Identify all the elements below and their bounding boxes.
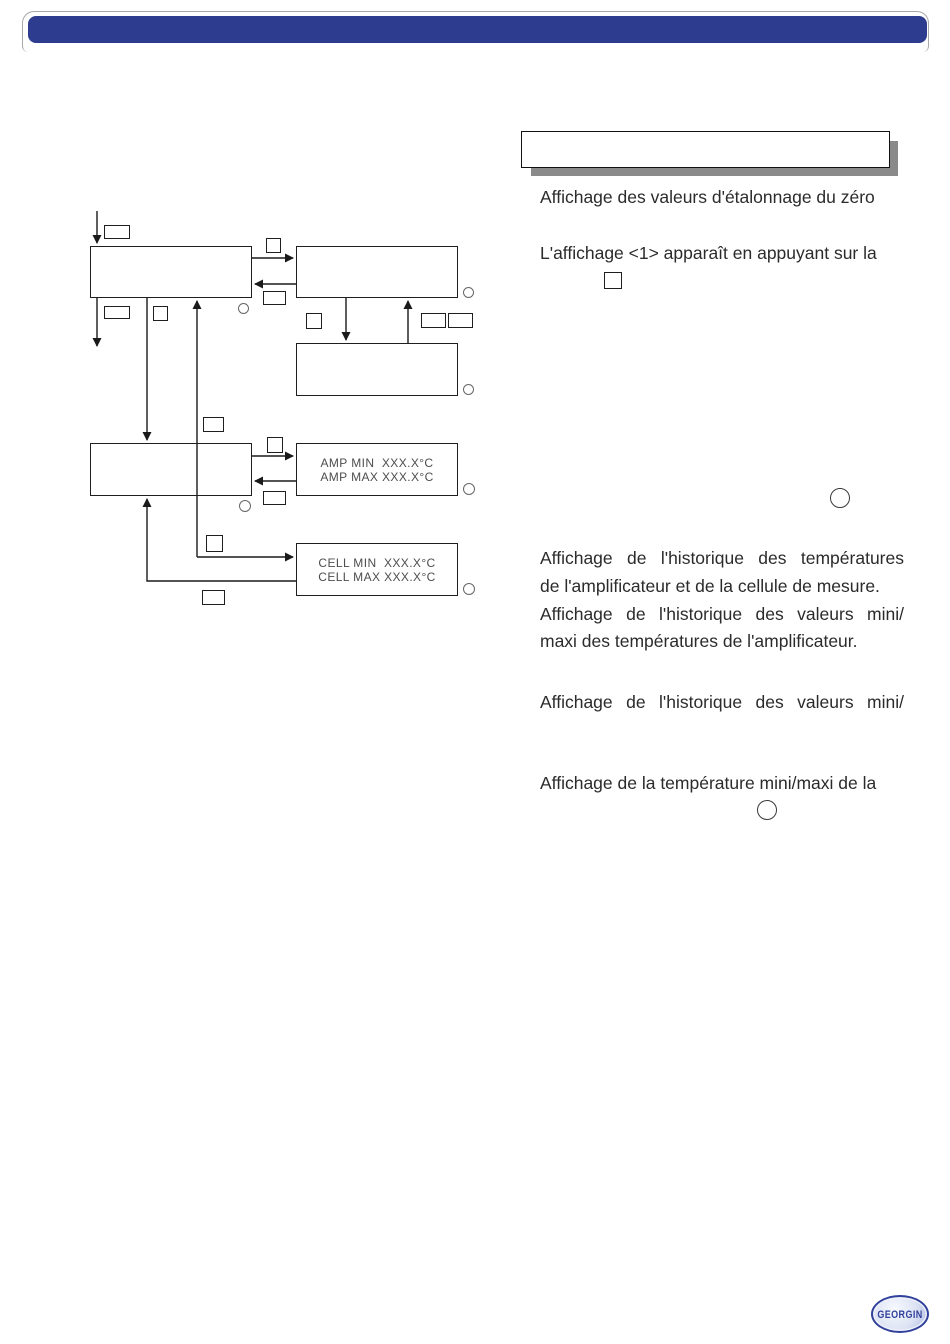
body-line: L'affichage <1> apparaît en appuyant sur la <box>540 243 877 263</box>
display-box-amp-temp <box>296 443 458 496</box>
key-box <box>104 225 130 239</box>
indicator-circle <box>463 483 475 495</box>
header-blue-bar <box>28 16 927 43</box>
led-circle <box>757 800 777 820</box>
indicator-circle <box>238 303 249 314</box>
key-box <box>267 437 283 453</box>
led-circle <box>830 488 850 508</box>
body-line: maxi des températures de l'amplificateur. <box>540 631 858 651</box>
cell-min-readout: CELL MIN XXX.X°C <box>318 555 436 570</box>
amp-min-readout: AMP MIN XXX.X°C <box>320 455 434 470</box>
indicator-circle <box>463 583 475 595</box>
body-line: Affichage de la température mini/maxi de la <box>540 773 877 793</box>
key-box <box>448 313 473 328</box>
display-box-cell-temp <box>296 543 458 596</box>
amp-max-readout: AMP MAX XXX.X°C <box>320 469 434 484</box>
key-box <box>306 313 322 329</box>
key-box <box>203 417 224 432</box>
body-line: de l'amplificateur et de la cellule de mesure. <box>540 576 880 596</box>
key-box <box>266 238 281 253</box>
key-box <box>153 306 168 321</box>
display-box-zero-2 <box>296 343 458 396</box>
georgin-logo-text: GEORGIN <box>877 1307 923 1321</box>
cell-max-readout: CELL MAX XXX.X°C <box>318 569 436 584</box>
section-title-box <box>521 131 890 168</box>
body-line: Affichage de l'historique des valeurs mini/ <box>540 604 904 624</box>
key-box <box>263 491 286 505</box>
menu-box-top <box>90 246 252 298</box>
key-box <box>604 272 622 289</box>
display-box-zero-1 <box>296 246 458 298</box>
indicator-circle <box>239 500 251 512</box>
body-line: Affichage de l'historique des valeurs mini/ <box>540 692 904 712</box>
georgin-logo <box>871 1295 929 1333</box>
key-box <box>202 590 225 605</box>
body-line: Affichage de l'historique des températures <box>540 548 904 568</box>
key-box <box>104 306 130 319</box>
indicator-circle <box>463 287 474 298</box>
key-box <box>206 535 223 552</box>
key-box <box>421 313 446 328</box>
menu-box-temp <box>90 443 252 496</box>
indicator-circle <box>463 384 474 395</box>
key-box <box>263 291 286 305</box>
body-line: Affichage des valeurs d'étalonnage du zéro <box>540 187 875 207</box>
